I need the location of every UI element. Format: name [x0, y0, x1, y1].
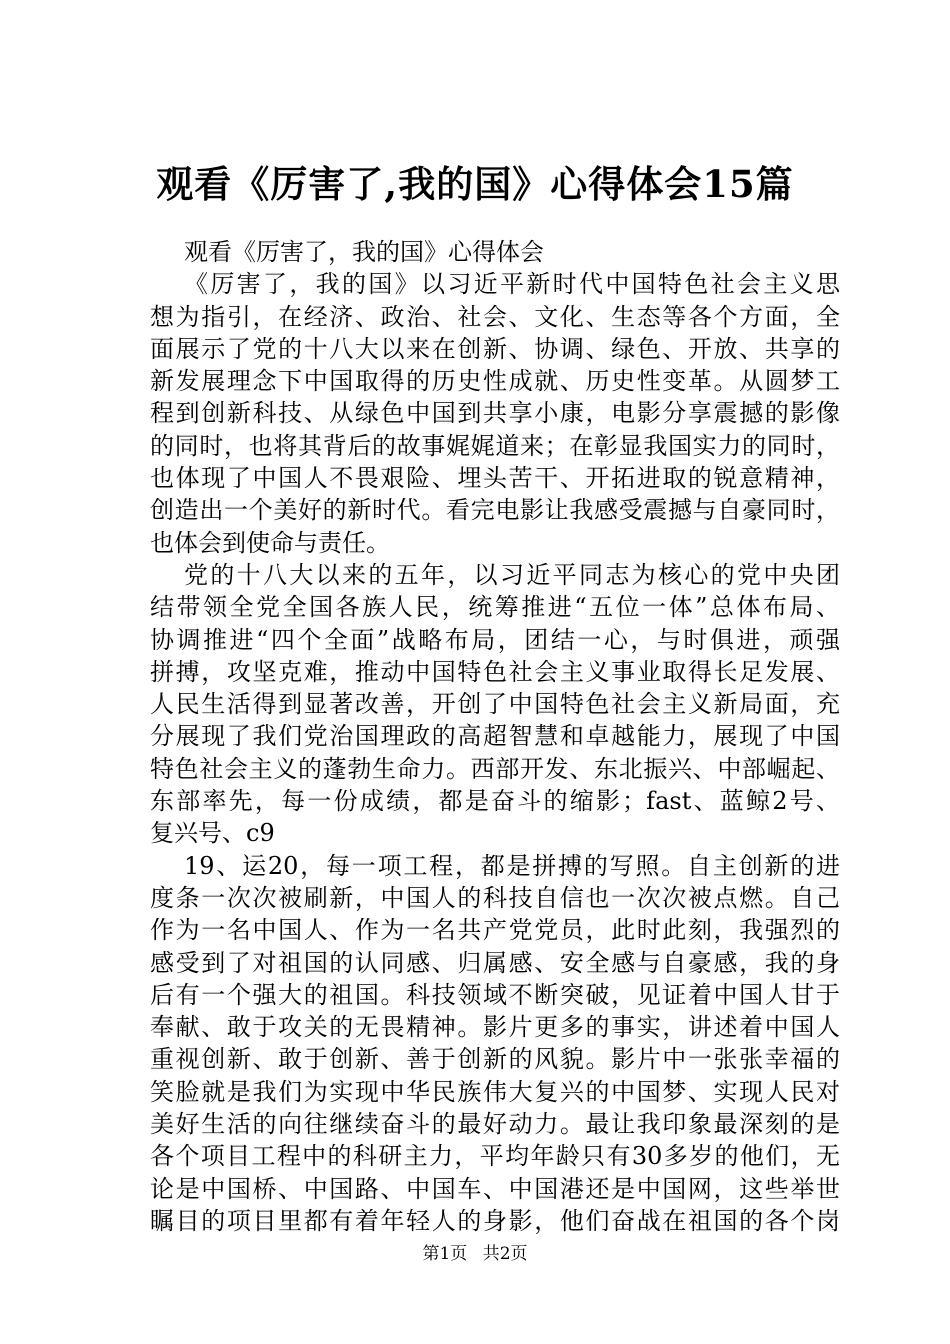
- body-text-line: 分展现了我们党治国理政的高超智慧和卓越能力，展现了中国: [150, 722, 840, 751]
- body-text-line: 度条一次次被刷新，中国人的科技自信也一次次被点燃。自己: [150, 883, 840, 912]
- body-text-line: 复兴号、c9: [150, 819, 275, 848]
- body-text-line: 的同时，也将其背后的故事娓娓道来；在彰显我国实力的同时，: [150, 431, 840, 460]
- page-number: 第1页: [422, 1244, 468, 1264]
- body-text-line: 作为一名中国人、作为一名共产党党员，此时此刻，我强烈的: [150, 916, 840, 945]
- page-footer: [0, 1242, 950, 1266]
- body-text-line: 东部率先，每一份成绩，都是奋斗的缩影；fast、蓝鲸2号、: [150, 787, 840, 816]
- body-text-line: 《厉害了，我的国》以习近平新时代中国特色社会主义思: [184, 270, 840, 299]
- body-text-line: 创造出一个美好的新时代。看完电影让我感受震撼与自豪同时，: [150, 496, 840, 525]
- body-text-line: 各个项目工程中的科研主力，平均年龄只有30多岁的他们，无: [150, 1142, 840, 1171]
- body-text-line: 也体现了中国人不畏艰险、埋头苦干、开拓进取的锐意精神，: [150, 464, 840, 493]
- body-text-line: 瞩目的项目里都有着年轻人的身影，他们奋战在祖国的各个岗: [150, 1206, 840, 1235]
- body-text-line: 新发展理念下中国取得的历史性成就、历史性变革。从圆梦工: [150, 367, 840, 396]
- body-text-line: 拼搏，攻坚克难，推动中国特色社会主义事业取得长足发展、: [150, 657, 840, 686]
- body-text-line: 19、运20，每一项工程，都是拼搏的写照。自主创新的进: [184, 851, 840, 880]
- body-text-line: 协调推进“四个全面”战略布局，团结一心，与时俱进，顽强: [150, 625, 840, 654]
- body-text-line: 面展示了党的十八大以来在创新、协调、绿色、开放、共享的: [150, 334, 840, 363]
- body-text-line: 人民生活得到显著改善，开创了中国特色社会主义新局面，充: [150, 690, 840, 719]
- body-text-line: 观看《厉害了，我的国》心得体会: [184, 238, 544, 266]
- body-text-line: 党的十八大以来的五年，以习近平同志为核心的党中央团: [184, 560, 840, 589]
- body-text-line: 论是中国桥、中国路、中国车、中国港还是中国网，这些举世: [150, 1174, 840, 1203]
- document-body: [150, 236, 840, 1237]
- body-text-line: 美好生活的向往继续奋斗的最好动力。最让我印象最深刻的是: [150, 1110, 840, 1139]
- body-text-line: 程到创新科技、从绿色中国到共享小康，电影分享震撼的影像: [150, 399, 840, 428]
- body-text-line: 感受到了对祖国的认同感、归属感、安全感与自豪感，我的身: [150, 948, 840, 977]
- body-text-line: 重视创新、敢于创新、善于创新的风貌。影片中一张张幸福的: [150, 1045, 840, 1074]
- page-total: 共2页: [482, 1244, 528, 1264]
- body-text-line: 奉献、敢于攻关的无畏精神。影片更多的事实，讲述着中国人: [150, 1013, 840, 1042]
- document-title: 观看《厉害了,我的国》心得体会15篇: [156, 162, 794, 206]
- body-text-line: 特色社会主义的蓬勃生命力。西部开发、东北振兴、中部崛起、: [150, 754, 840, 783]
- body-text-line: 笑脸就是我们为实现中华民族伟大复兴的中国梦、实现人民对: [150, 1077, 840, 1106]
- body-text-line: 结带领全党全国各族人民，统筹推进“五位一体”总体布局、: [150, 593, 840, 622]
- body-text-line: 想为指引，在经济、政治、社会、文化、生态等各个方面，全: [150, 302, 840, 331]
- body-text-line: 也体会到使命与责任。: [150, 528, 390, 557]
- body-text-line: 后有一个强大的祖国。科技领域不断突破，见证着中国人甘于: [150, 980, 840, 1009]
